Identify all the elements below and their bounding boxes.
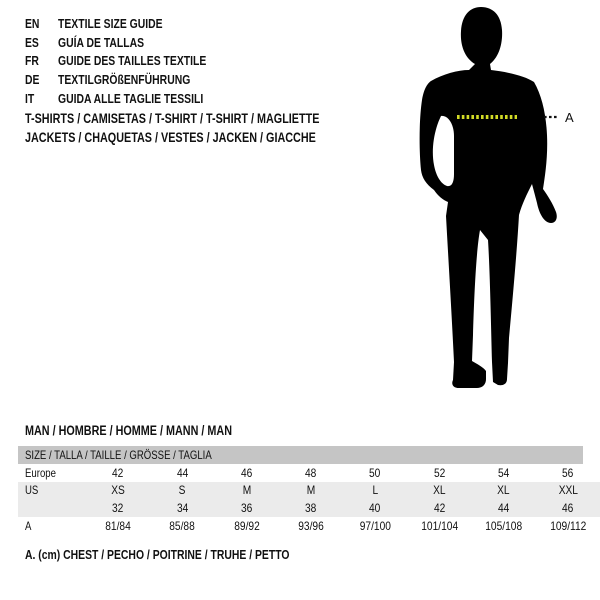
size-value: 42 (433, 500, 446, 515)
garment-line-jackets: JACKETS / CHAQUETAS / VESTES / JACKEN / GIACCHE (25, 129, 316, 145)
language-code: IT (25, 91, 35, 107)
size-value: M (306, 483, 316, 498)
table-row-europe (18, 464, 600, 482)
language-title: GUÍA DE TALLAS (58, 34, 145, 50)
table-row-us (18, 482, 600, 500)
language-row-de (25, 70, 243, 89)
size-value: 89/92 (233, 518, 260, 533)
size-value: 85/88 (169, 518, 196, 533)
language-title: GUIDA ALLE TAGLIE TESSILI (58, 91, 204, 107)
size-table (18, 446, 600, 534)
size-value: S (178, 483, 186, 498)
language-row-en (25, 14, 243, 33)
size-value: 93/96 (298, 518, 324, 533)
size-value: 44 (497, 500, 510, 515)
size-value: 109/112 (549, 518, 586, 533)
language-title-list (25, 14, 243, 108)
size-value: 105/108 (485, 518, 523, 533)
language-code: FR (25, 53, 39, 69)
man-silhouette-figure (395, 0, 600, 410)
size-value: 50 (369, 465, 381, 480)
size-value: 97/100 (359, 518, 391, 533)
language-title: TEXTILE SIZE GUIDE (58, 15, 163, 31)
size-value: 40 (369, 500, 381, 515)
language-row-fr (25, 52, 243, 71)
size-value: 44 (176, 465, 189, 480)
language-code: EN (25, 15, 40, 31)
size-value: 32 (112, 500, 124, 515)
table-row-a-chest (18, 517, 600, 535)
garment-line-tshirts: T-SHIRTS / CAMISETAS / T-SHIRT / T-SHIRT / MAGLIETTE (25, 110, 320, 126)
size-value: 36 (240, 500, 253, 515)
measurement-footnote: A. (cm) CHEST / PECHO / POITRINE / TRUHE / PETTO (25, 547, 290, 562)
language-code: DE (25, 72, 40, 88)
table-row-uk (18, 499, 600, 517)
language-title: TEXTILGRÖßENFÜHRUNG (58, 72, 191, 88)
size-value: 38 (305, 500, 317, 515)
measure-label-a: A (565, 110, 574, 125)
size-value: 48 (305, 465, 317, 480)
garment-category-block (25, 109, 393, 146)
size-value: 52 (433, 465, 446, 480)
size-value: L (372, 483, 378, 498)
size-value: 46 (240, 465, 253, 480)
language-title: GUIDE DES TAILLES TEXTILE (58, 53, 207, 69)
size-value: 101/104 (420, 518, 458, 533)
size-value: XXL (558, 483, 578, 498)
size-table-header-label: SIZE / TALLA / TAILLE / GRÖSSE / TAGLIA (25, 448, 212, 462)
language-code: ES (25, 34, 39, 50)
row-label: A (25, 518, 32, 533)
size-value: 54 (497, 465, 510, 480)
size-value: 56 (562, 465, 574, 480)
size-value: XL (433, 483, 446, 498)
size-value: XS (111, 483, 125, 498)
size-value: 81/84 (105, 518, 131, 533)
size-table-header-row (18, 446, 583, 464)
size-value: M (242, 483, 251, 498)
size-value: 46 (562, 500, 574, 515)
size-value: 34 (176, 500, 189, 515)
man-silhouette (420, 7, 557, 388)
section-title-man: MAN / HOMBRE / HOMME / MANN / MAN (25, 423, 232, 438)
language-row-it (25, 89, 243, 108)
row-label: US (25, 483, 39, 498)
language-row-es (25, 33, 243, 52)
size-value: XL (497, 483, 510, 498)
size-value: 42 (112, 465, 124, 480)
row-label: Europe (25, 465, 56, 480)
